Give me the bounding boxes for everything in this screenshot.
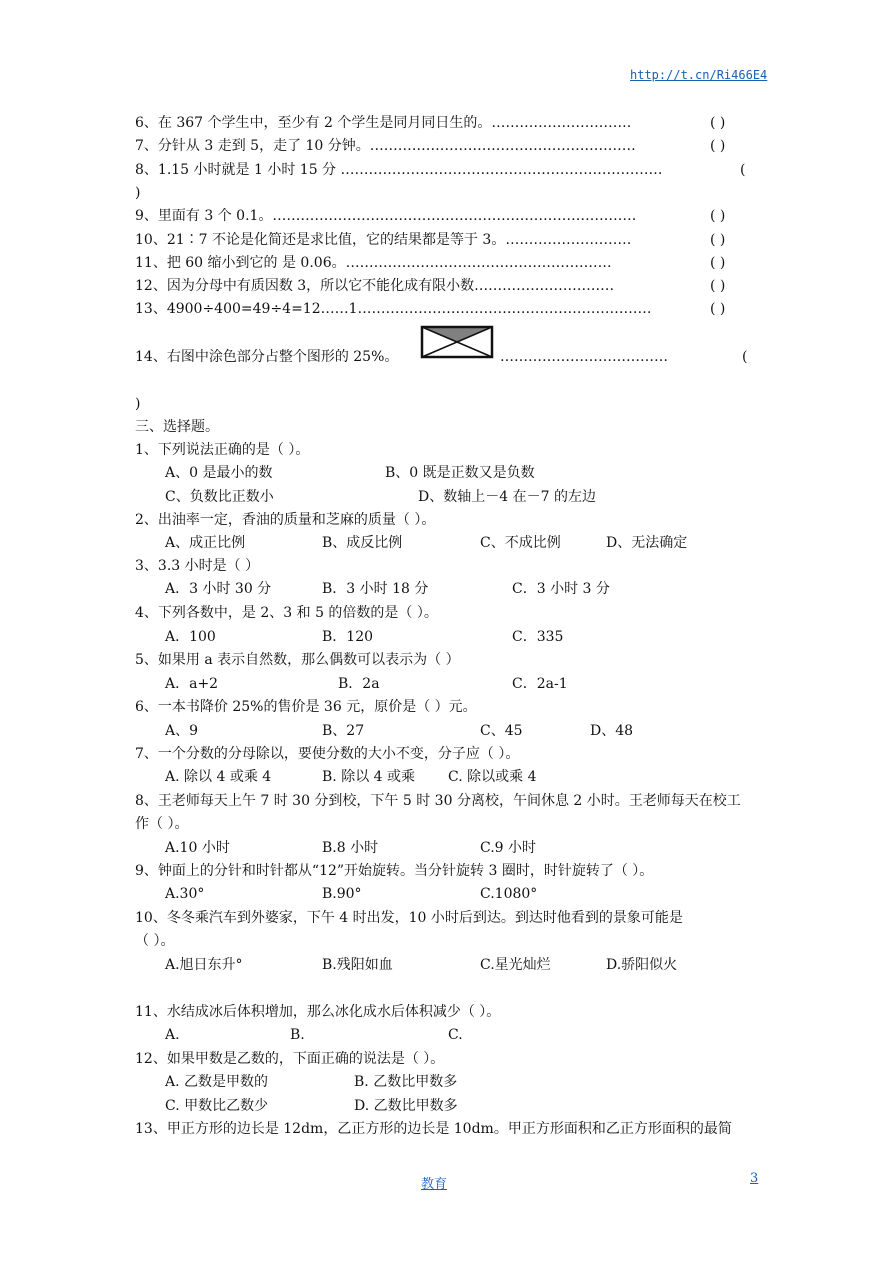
choice-q10-option-c: C.星光灿烂 bbox=[480, 957, 551, 973]
choice-q8-stem-line1: 8、王老师每天上午 7 时 30 分到校，下午 5 时 30 分离校，午间休息 2 小时。王老师每天在校工 bbox=[135, 793, 741, 809]
choice-q5-stem: 5、如果用 a 表示自然数，那么偶数可以表示为（ ） bbox=[135, 652, 460, 668]
choice-q12-option-c: C. 甲数比乙数少 bbox=[165, 1098, 269, 1114]
choice-q6-option-d: D、48 bbox=[590, 723, 634, 739]
judge-q12: 12、因为分母中有质因数 3，所以它不能化成有限小数………………………… bbox=[135, 278, 615, 294]
choice-q6-stem: 6、一本书降价 25%的售价是 36 元，原价是（ ）元。 bbox=[135, 699, 477, 715]
judge-q8-paren-open: ( bbox=[740, 162, 746, 178]
judge-q13-paren: ( ) bbox=[710, 301, 726, 317]
judge-q7: 7、分针从 3 走到 5，走了 10 分钟。………………………………………………… bbox=[135, 138, 636, 154]
choice-q7-option-c: C. 除以或乘 4 bbox=[448, 769, 537, 785]
choice-q5-option-c: C．2a-1 bbox=[512, 676, 568, 692]
choice-q9-option-b: B.90° bbox=[322, 886, 362, 902]
choice-q12-option-a: A. 乙数是甲数的 bbox=[165, 1074, 269, 1090]
judge-q6-paren: ( ) bbox=[710, 115, 726, 131]
choice-q12-option-b: B. 乙数比甲数多 bbox=[354, 1074, 458, 1090]
choice-q7-option-a: A. 除以 4 或乘 4 bbox=[165, 769, 272, 785]
judge-q11: 11、把 60 缩小到它的 是 0.06。………………………………………………… bbox=[135, 255, 612, 271]
judge-q7-paren: ( ) bbox=[710, 138, 726, 154]
judge-q9: 9、里面有 3 个 0.1。…………………………………………………………………… bbox=[135, 208, 637, 224]
choice-q2-option-a: A、成正比例 bbox=[165, 535, 246, 551]
judge-q6: 6、在 367 个学生中，至少有 2 个学生是同月同日生的。………………………… bbox=[135, 115, 632, 131]
choice-q4-option-a: A．100 bbox=[165, 629, 216, 645]
choice-q9-option-a: A.30° bbox=[165, 886, 205, 902]
judge-q12-paren: ( ) bbox=[710, 278, 726, 294]
choice-q4-option-c: C．335 bbox=[512, 629, 564, 645]
judge-q14-dots: ……………………………… bbox=[500, 349, 668, 365]
footer-link[interactable]: 教育 bbox=[421, 1177, 448, 1192]
judge-q11-paren: ( ) bbox=[710, 255, 726, 271]
shaded-rectangle-figure bbox=[420, 325, 494, 359]
judge-q10-paren: ( ) bbox=[710, 232, 726, 248]
choice-q12-option-d: D. 乙数比甲数多 bbox=[354, 1098, 458, 1114]
choice-q8-option-a: A.10 小时 bbox=[165, 840, 230, 856]
choice-q11-option-a: A. bbox=[165, 1027, 180, 1043]
header-url-link[interactable]: http://t.cn/Ri466E4 bbox=[630, 68, 768, 82]
section-title: 三、选择题。 bbox=[135, 419, 219, 435]
choice-q8-option-b: B.8 小时 bbox=[322, 840, 379, 856]
judge-q13: 13、4900÷400=49÷4=12……1……………………………………………………… bbox=[135, 301, 652, 317]
choice-q12-stem: 12、如果甲数是乙数的，下面正确的说法是（ ）。 bbox=[135, 1051, 445, 1067]
choice-q5-option-a: A．a+2 bbox=[165, 676, 219, 692]
choice-q2-option-d: D、无法确定 bbox=[606, 535, 688, 551]
choice-q6-option-c: C、45 bbox=[480, 723, 523, 739]
choice-q5-option-b: B．2a bbox=[338, 676, 380, 692]
choice-q3-option-a: A．3 小时 30 分 bbox=[165, 581, 272, 597]
choice-q9-stem: 9、钟面上的分针和时针都从“12”开始旋转。当分针旋转 3 圈时，时针旋转了（ ）。 bbox=[135, 863, 654, 879]
choice-q3-stem: 3、3.3 小时是（ ） bbox=[135, 558, 260, 574]
choice-q13-stem: 13、甲正方形的边长是 12dm，乙正方形的边长是 10dm。甲正方形面积和乙正方形面积的最简 bbox=[135, 1121, 732, 1137]
choice-q2-option-c: C、不成比例 bbox=[480, 535, 561, 551]
page-number: 3 bbox=[750, 1171, 759, 1186]
choice-q10-option-d: D.骄阳似火 bbox=[606, 957, 678, 973]
choice-q11-option-b: B. bbox=[290, 1027, 305, 1043]
choice-q2-stem: 2、出油率一定，香油的质量和芝麻的质量（ ）。 bbox=[135, 512, 436, 528]
choice-q8-option-c: C.9 小时 bbox=[480, 840, 537, 856]
choice-q1-option-b: B、0 既是正数又是负数 bbox=[385, 465, 535, 481]
choice-q3-option-c: C．3 小时 3 分 bbox=[512, 581, 610, 597]
judge-q14-paren-close: ) bbox=[135, 396, 141, 412]
choice-q9-option-c: C.1080° bbox=[480, 886, 538, 902]
choice-q7-option-b: B. 除以 4 或乘 bbox=[322, 769, 415, 785]
choice-q10-stem-line2: （ ）。 bbox=[135, 933, 175, 949]
choice-q4-stem: 4、下列各数中，是 2、3 和 5 的倍数的是（ ）。 bbox=[135, 605, 438, 621]
judge-q10: 10、21∶7 不论是化简还是求比值，它的结果都是等于 3。……………………… bbox=[135, 232, 632, 248]
choice-q1-stem: 1、下列说法正确的是（ ）。 bbox=[135, 442, 310, 458]
choice-q11-stem: 11、水结成冰后体积增加，那么冰化成水后体积减少（ ）。 bbox=[135, 1004, 501, 1020]
choice-q4-option-b: B．120 bbox=[322, 629, 374, 645]
choice-q8-stem-line2: 作（ ）。 bbox=[135, 816, 189, 832]
choice-q10-stem-line1: 10、冬冬乘汽车到外婆家，下午 4 时出发，10 小时后到达。到达时他看到的景象可能是 bbox=[135, 910, 683, 926]
judge-q8-paren-close: ) bbox=[135, 185, 141, 201]
choice-q1-option-a: A、0 是最小的数 bbox=[165, 465, 273, 481]
choice-q11-option-c: C. bbox=[448, 1027, 463, 1043]
choice-q7-stem: 7、一个分数的分母除以，要使分数的大小不变，分子应（ ）。 bbox=[135, 746, 520, 762]
choice-q1-option-c: C、负数比正数小 bbox=[165, 489, 274, 505]
choice-q1-option-d: D、数轴上－4 在－7 的左边 bbox=[418, 489, 596, 505]
choice-q10-option-a: A.旭日东升° bbox=[165, 957, 243, 973]
shaded-triangle bbox=[422, 327, 492, 342]
choice-q2-option-b: B、成反比例 bbox=[322, 535, 403, 551]
choice-q3-option-b: B．3 小时 18 分 bbox=[322, 581, 429, 597]
choice-q10-option-b: B.残阳如血 bbox=[322, 957, 393, 973]
choice-q6-option-b: B、27 bbox=[322, 723, 365, 739]
judge-q14-paren-open: ( bbox=[742, 349, 748, 365]
judge-q9-paren: ( ) bbox=[710, 208, 726, 224]
judge-q8: 8、1.15 小时就是 1 小时 15 分 …………………………………………………………… bbox=[135, 162, 663, 178]
choice-q6-option-a: A、9 bbox=[165, 723, 199, 739]
judge-q14: 14、右图中涂色部分占整个图形的 25%。 bbox=[135, 349, 399, 365]
